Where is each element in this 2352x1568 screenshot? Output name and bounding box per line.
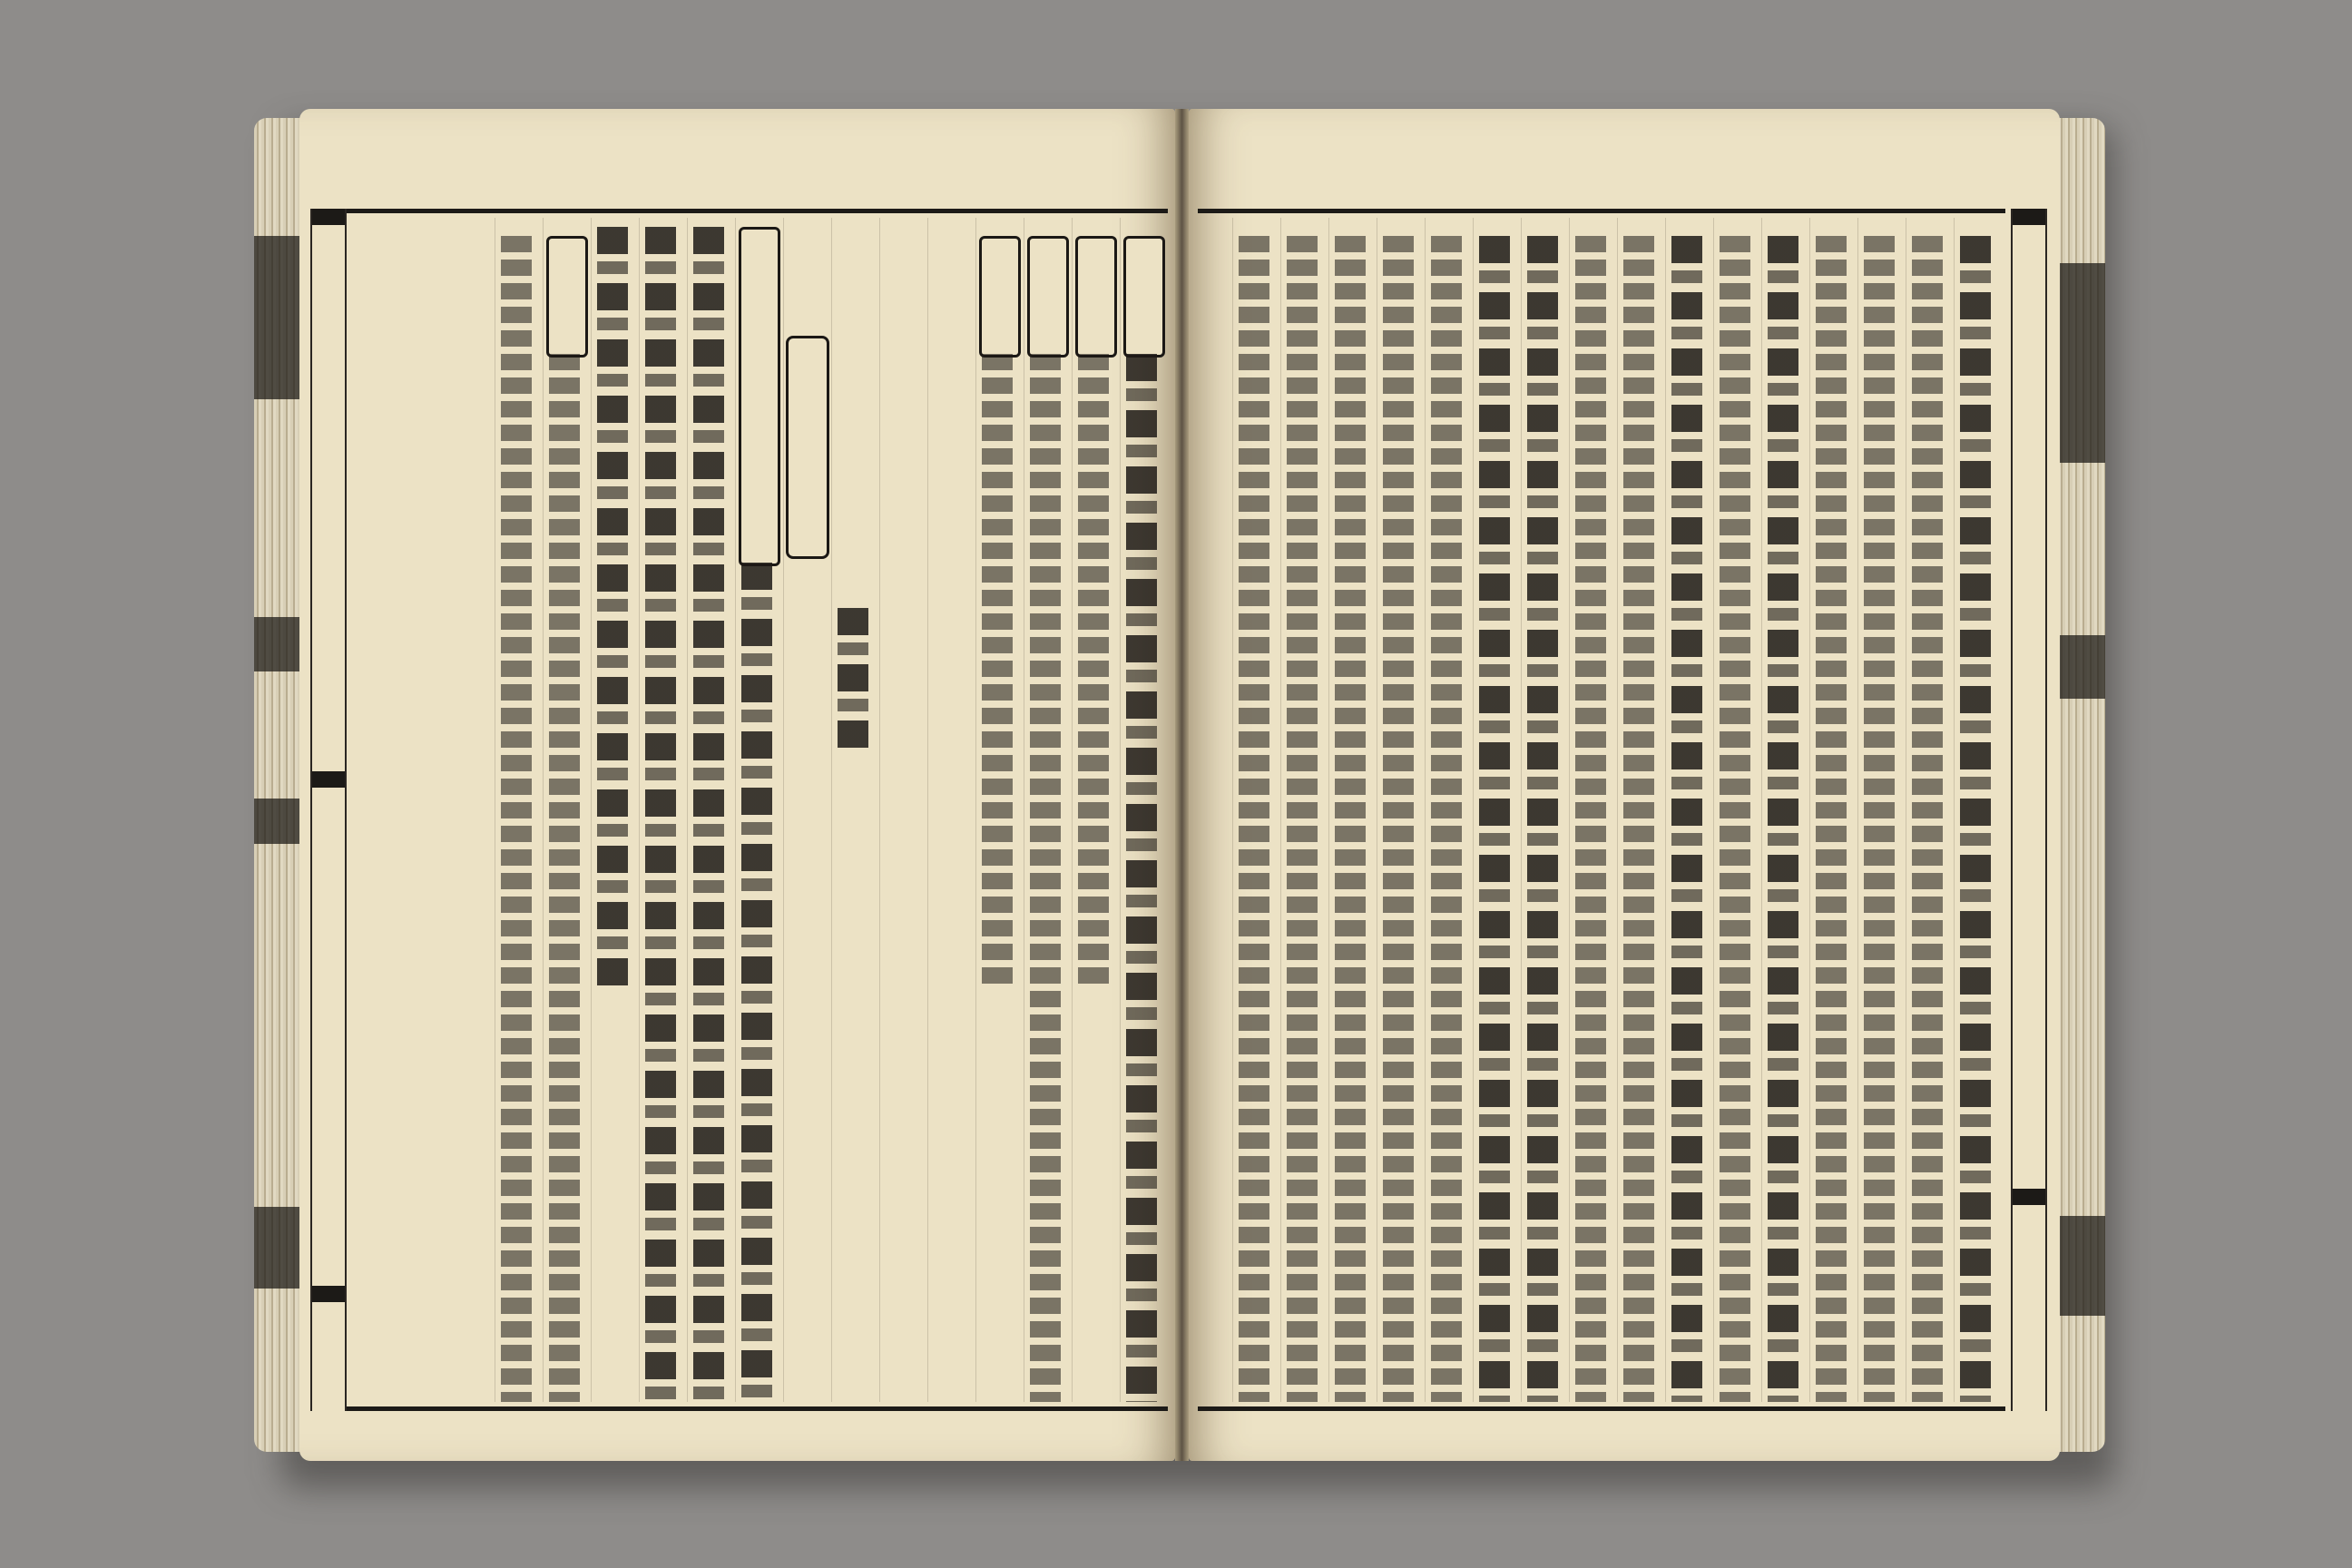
printed-text	[1714, 236, 1756, 1402]
text-column	[735, 218, 778, 1402]
banxin-margin	[310, 209, 347, 1411]
printed-text	[544, 354, 585, 1402]
text-column	[1906, 218, 1948, 1402]
printed-text	[1329, 236, 1371, 1402]
text-column	[1232, 218, 1275, 1402]
open-book	[254, 100, 2105, 1479]
printed-text	[1906, 236, 1948, 1402]
printed-text	[1762, 236, 1804, 1402]
printed-text	[1281, 236, 1323, 1402]
printed-text	[1810, 236, 1852, 1402]
text-column	[1072, 218, 1114, 1402]
printed-text	[1666, 236, 1708, 1402]
text-column	[1761, 218, 1804, 1402]
label-box-shishi	[546, 236, 588, 358]
text-column	[1665, 218, 1708, 1402]
text-column	[591, 218, 633, 1402]
printed-text	[1121, 354, 1162, 1402]
text-column	[1280, 218, 1323, 1402]
printed-text	[1474, 236, 1515, 1402]
text-column	[687, 218, 730, 1402]
text-column	[1377, 218, 1419, 1402]
printed-text	[1522, 236, 1563, 1402]
printed-text	[592, 227, 633, 987]
fishtail-mark	[312, 1286, 345, 1302]
text-column	[1473, 218, 1515, 1402]
text-column	[495, 218, 537, 1402]
text-column	[1120, 218, 1162, 1402]
fishtail-mark	[2013, 209, 2045, 225]
text-columns	[1205, 218, 1996, 1402]
printed-text	[1570, 236, 1612, 1402]
printed-text	[976, 354, 1018, 987]
text-column	[831, 218, 874, 1402]
book-gutter	[1175, 109, 1189, 1461]
label-box-jieju	[979, 236, 1021, 358]
label-box-lianju	[1027, 236, 1069, 358]
printed-text	[1377, 236, 1419, 1402]
text-column	[1857, 218, 1900, 1402]
banxin-margin	[2011, 209, 2047, 1411]
printed-text	[495, 236, 537, 1402]
right-page	[1189, 109, 2060, 1461]
text-column	[1521, 218, 1563, 1402]
fishtail-mark	[2013, 1189, 2045, 1205]
printed-text	[1024, 354, 1066, 1402]
text-column	[639, 218, 681, 1402]
text-column	[543, 218, 585, 1402]
printed-text	[1618, 236, 1660, 1402]
fishtail-mark	[312, 771, 345, 788]
text-column	[927, 218, 970, 1402]
printed-text	[1233, 236, 1275, 1402]
printed-text	[1858, 236, 1900, 1402]
text-column	[783, 218, 826, 1402]
text-column	[1024, 218, 1066, 1402]
text-column	[1954, 218, 1996, 1402]
label-box-xushi	[739, 227, 780, 566]
printed-text	[1073, 354, 1114, 987]
printed-text	[1955, 236, 1996, 1402]
left-page	[299, 109, 1175, 1461]
text-columns	[356, 218, 1162, 1402]
label-box-qiju	[1075, 236, 1117, 358]
text-column	[1809, 218, 1852, 1402]
printed-text	[688, 227, 730, 1402]
section-heading-box	[786, 336, 829, 559]
printed-text	[832, 608, 874, 750]
label-box-taiyi	[1123, 236, 1165, 358]
printed-text	[1426, 236, 1467, 1402]
text-column	[1425, 218, 1467, 1402]
fishtail-mark	[312, 209, 345, 225]
text-column	[1617, 218, 1660, 1402]
printed-text	[736, 563, 778, 1402]
text-column	[1569, 218, 1612, 1402]
text-column	[975, 218, 1018, 1402]
text-column	[879, 218, 922, 1402]
text-column	[1328, 218, 1371, 1402]
printed-text	[640, 227, 681, 1402]
text-column	[1713, 218, 1756, 1402]
